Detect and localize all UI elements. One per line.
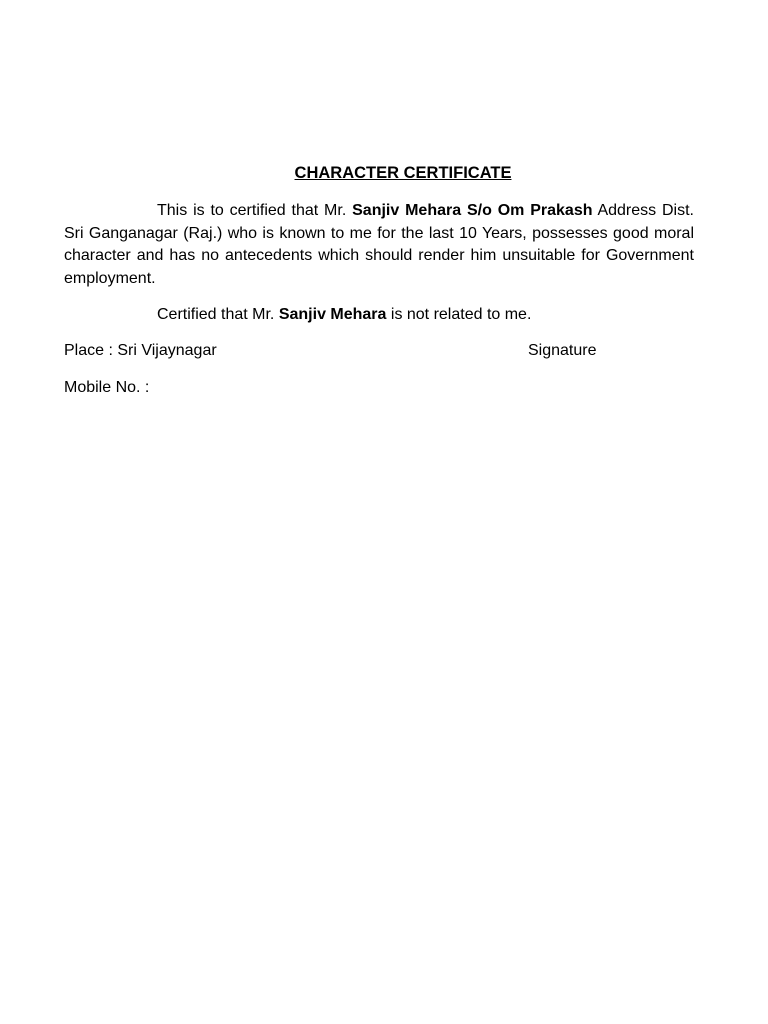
para2-intro: Certified that Mr. (157, 305, 279, 323)
place-signature-row (64, 340, 694, 362)
certificate-title: CHARACTER CERTIFICATE (294, 164, 512, 182)
para1-person-name: Sanjiv Mehara S/o Om Prakash (352, 202, 593, 219)
signature-label: Signature (528, 341, 597, 359)
para2-rest: is not related to me. (386, 305, 532, 323)
para1-rest: Address Dist. Sri Ganganagar (Raj.) who is known to me for the last 10 Years, possesses good moral character and has no antecedents which should render him unsuitable for Government employment. (64, 202, 695, 288)
place-label: Place : Sri Vijaynagar (64, 341, 217, 359)
relation-paragraph (64, 304, 694, 327)
mobile-label: Mobile No. : (64, 378, 150, 396)
certification-paragraph (64, 200, 694, 291)
para2-person-name: Sanjiv Mehara (278, 305, 387, 323)
para1-intro: This is to certified that Mr. (157, 202, 353, 219)
certificate-body (64, 162, 694, 399)
